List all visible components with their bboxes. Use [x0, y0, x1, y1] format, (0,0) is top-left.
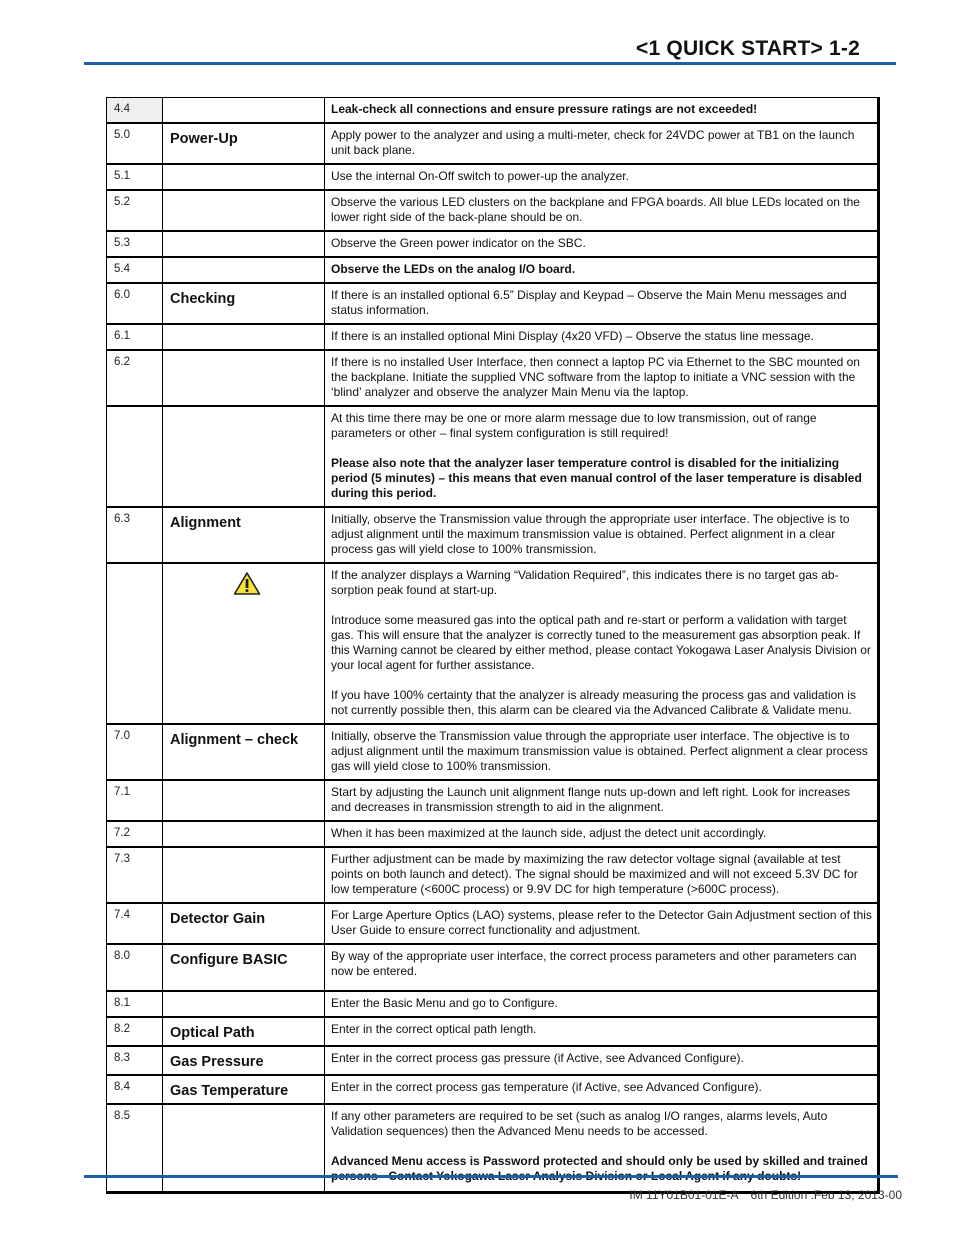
description-paragraph: Observe the Green power indicator on the SBC. [331, 236, 586, 250]
description-paragraph: If there is no installed User Interface, then connect a laptop PC via Ethernet to the SBC mounted on the backplane. Initiate the supplied VNC software from the laptop to initiate a VNC session with the ‘blind’ analyzer and observe the analyzer Main Menu via the laptop. [331, 355, 860, 399]
table-row [107, 1017, 879, 1046]
step-description [325, 1046, 879, 1075]
table-row [107, 903, 879, 944]
description-paragraph: Initially, observe the Transmission value through the appropriate user interface. The objective is to adjust alignment until the maximum transmission value is obtained. Perfect alignment in a clear process gas will yield close to 100% transmission. [331, 512, 850, 556]
table-row [107, 1075, 879, 1104]
step-description [325, 821, 879, 847]
table-row [107, 123, 879, 164]
step-number: 7.1 [107, 780, 163, 821]
step-description [325, 406, 879, 507]
step-number: 8.5 [107, 1104, 163, 1192]
step-description [325, 283, 879, 324]
table-row [107, 1046, 879, 1075]
step-description [325, 944, 879, 991]
description-paragraph: If there is an installed optional 6.5” Display and Keypad – Observe the Main Menu messages and status information. [331, 288, 847, 317]
description-paragraph: Enter the Basic Menu and go to Configure. [331, 996, 558, 1010]
description-paragraph: Enter in the correct optical path length. [331, 1022, 537, 1036]
table-row [107, 991, 879, 1017]
footer-doc-id: IM 11Y01B01-01E-A [629, 1188, 739, 1202]
step-label [163, 190, 325, 231]
step-description [325, 190, 879, 231]
step-description [325, 1017, 879, 1046]
step-number: 8.0 [107, 944, 163, 991]
description-paragraph: Leak-check all connections and ensure pressure ratings are not exceeded! [331, 102, 758, 116]
step-description [325, 1075, 879, 1104]
description-paragraph: Please also note that the analyzer laser temperature control is disabled for the initializing period (5 minutes) – this means that even manual control of the laser temperature is disabled during this period. [331, 456, 862, 500]
description-paragraph: Apply power to the analyzer and using a multi-meter, check for 24VDC power at TB1 on the launch unit back plane. [331, 128, 855, 157]
step-description [325, 231, 879, 257]
description-paragraph: When it has been maximized at the launch side, adjust the detect unit accordingly. [331, 826, 767, 840]
step-description [325, 507, 879, 563]
description-paragraph: Introduce some measured gas into the optical path and re-start or perform a validation with target gas. This will ensure that the analyzer is correctly tuned to the measurement gas absorption peak. If this Warning cannot be cleared by either method, please contact Yokogawa Laser Analysis Division or your local agent for further assistance. [331, 613, 871, 672]
step-label: Gas Pressure [163, 1046, 325, 1075]
description-paragraph: Observe the various LED clusters on the backplane and FPGA boards. All blue LEDs located on the lower right side of the back-plane should be on. [331, 195, 860, 224]
table-row [107, 164, 879, 190]
description-paragraph: At this time there may be one or more alarm message due to low transmission, out of range parameters or other – final system configuration is still required! [331, 411, 817, 440]
step-label [163, 406, 325, 507]
step-description [325, 903, 879, 944]
step-description [325, 1104, 879, 1192]
table-row [107, 257, 879, 283]
step-label [163, 98, 325, 124]
step-number: 7.2 [107, 821, 163, 847]
step-number: 7.3 [107, 847, 163, 903]
description-paragraph: Enter in the correct process gas pressure (if Active, see Advanced Configure). [331, 1051, 744, 1065]
table-row [107, 350, 879, 406]
step-label [163, 350, 325, 406]
step-label [163, 324, 325, 350]
step-label [163, 231, 325, 257]
description-paragraph: If there is an installed optional Mini Display (4x20 VFD) – Observe the status line message. [331, 329, 814, 343]
step-label: Detector Gain [163, 903, 325, 944]
step-label [163, 991, 325, 1017]
step-number: 8.2 [107, 1017, 163, 1046]
table-row [107, 847, 879, 903]
description-paragraph: Enter in the correct process gas temperature (if Active, see Advanced Configure). [331, 1080, 762, 1094]
step-number: 8.4 [107, 1075, 163, 1104]
step-number: 5.2 [107, 190, 163, 231]
table-row [107, 1104, 879, 1192]
step-number: 6.3 [107, 507, 163, 563]
step-description [325, 164, 879, 190]
step-number: 4.4 [107, 98, 163, 124]
description-paragraph: Initially, observe the Transmission value through the appropriate user interface. The objective is to adjust alignment until the maximum transmission value is obtained. Perfect alignment a clear process gas will yield close to 100% transmission. [331, 729, 868, 773]
description-paragraph: Advanced Menu access is Password protected and should only be used by skilled and trained [331, 1154, 868, 1168]
step-label: Checking [163, 283, 325, 324]
footer [629, 1188, 902, 1202]
step-label [163, 563, 325, 724]
step-label: Optical Path [163, 1017, 325, 1046]
step-number [107, 563, 163, 724]
table-row [107, 780, 879, 821]
step-number: 5.4 [107, 257, 163, 283]
step-label [163, 821, 325, 847]
description-paragraph: If you have 100% certainty that the analyzer is already measuring the process gas and validation is not currently possible then, this alarm can be cleared via the Advanced Calibrate & Validate menu. [331, 688, 856, 717]
description-paragraph: By way of the appropriate user interface, the correct process parameters and other parameters can now be entered. [331, 949, 857, 978]
step-description [325, 350, 879, 406]
table-row [107, 98, 879, 124]
step-label [163, 164, 325, 190]
step-number [107, 406, 163, 507]
step-label [163, 257, 325, 283]
step-number: 8.1 [107, 991, 163, 1017]
step-label: Power-Up [163, 123, 325, 164]
step-number: 6.2 [107, 350, 163, 406]
step-label: Alignment – check [163, 724, 325, 780]
step-description [325, 98, 879, 124]
table-row [107, 821, 879, 847]
header-rule [84, 62, 896, 65]
step-number: 6.0 [107, 283, 163, 324]
step-label [163, 780, 325, 821]
footer-rule [84, 1175, 898, 1178]
table-row [107, 406, 879, 507]
step-description [325, 780, 879, 821]
step-number: 5.0 [107, 123, 163, 164]
description-paragraph: Use the internal On-Off switch to power-up the analyzer. [331, 169, 629, 183]
table-row [107, 283, 879, 324]
footer-edition: 6th Edition :Feb 13, 2013-00 [750, 1188, 902, 1202]
table-row [107, 724, 879, 780]
step-description [325, 123, 879, 164]
step-number: 5.1 [107, 164, 163, 190]
description-paragraph: Further adjustment can be made by maximizing the raw detector voltage signal (available at test points on both launch and detect). The signal should be maximized and will not exceed 5.3V DC for low temperature (<600C process) or 9.9V DC for high temperature (>600C process). [331, 852, 858, 896]
step-label: Gas Temperature [163, 1075, 325, 1104]
step-number: 8.3 [107, 1046, 163, 1075]
description-paragraph: Start by adjusting the Launch unit alignment flange nuts up-down and left right. Look for increases and decreases in transmission strength to aid in the alignment. [331, 785, 850, 814]
warning-triangle-icon [233, 571, 261, 596]
page-title: <1 QUICK START> 1-2 [636, 37, 860, 60]
table-row [107, 507, 879, 563]
step-label [163, 847, 325, 903]
step-number: 5.3 [107, 231, 163, 257]
step-description [325, 324, 879, 350]
description-paragraph: Observe the LEDs on the analog I/O board. [331, 262, 576, 276]
description-paragraph: If any other parameters are required to be set (such as analog I/O ranges, alarms levels, Auto Validation sequences) then the Advanced Menu needs to be accessed. [331, 1109, 828, 1138]
quick-start-table [106, 97, 880, 1194]
step-number: 7.4 [107, 903, 163, 944]
step-label: Configure BASIC [163, 944, 325, 991]
step-description [325, 991, 879, 1017]
step-label [163, 1104, 325, 1192]
step-label: Alignment [163, 507, 325, 563]
step-description [325, 724, 879, 780]
step-number: 6.1 [107, 324, 163, 350]
step-description [325, 847, 879, 903]
table-row [107, 324, 879, 350]
description-paragraph: If the analyzer displays a Warning “Validation Required”, this indicates there is no target gas ab-sorption peak found at start-up. [331, 568, 839, 597]
step-number: 7.0 [107, 724, 163, 780]
description-paragraph: For Large Aperture Optics (LAO) systems, please refer to the Detector Gain Adjustment section of this User Guide to ensure correct functionality and adjustment. [331, 908, 872, 937]
step-description [325, 257, 879, 283]
table-row [107, 563, 879, 724]
step-description [325, 563, 879, 724]
table-row [107, 190, 879, 231]
table-row [107, 944, 879, 991]
table-row [107, 231, 879, 257]
